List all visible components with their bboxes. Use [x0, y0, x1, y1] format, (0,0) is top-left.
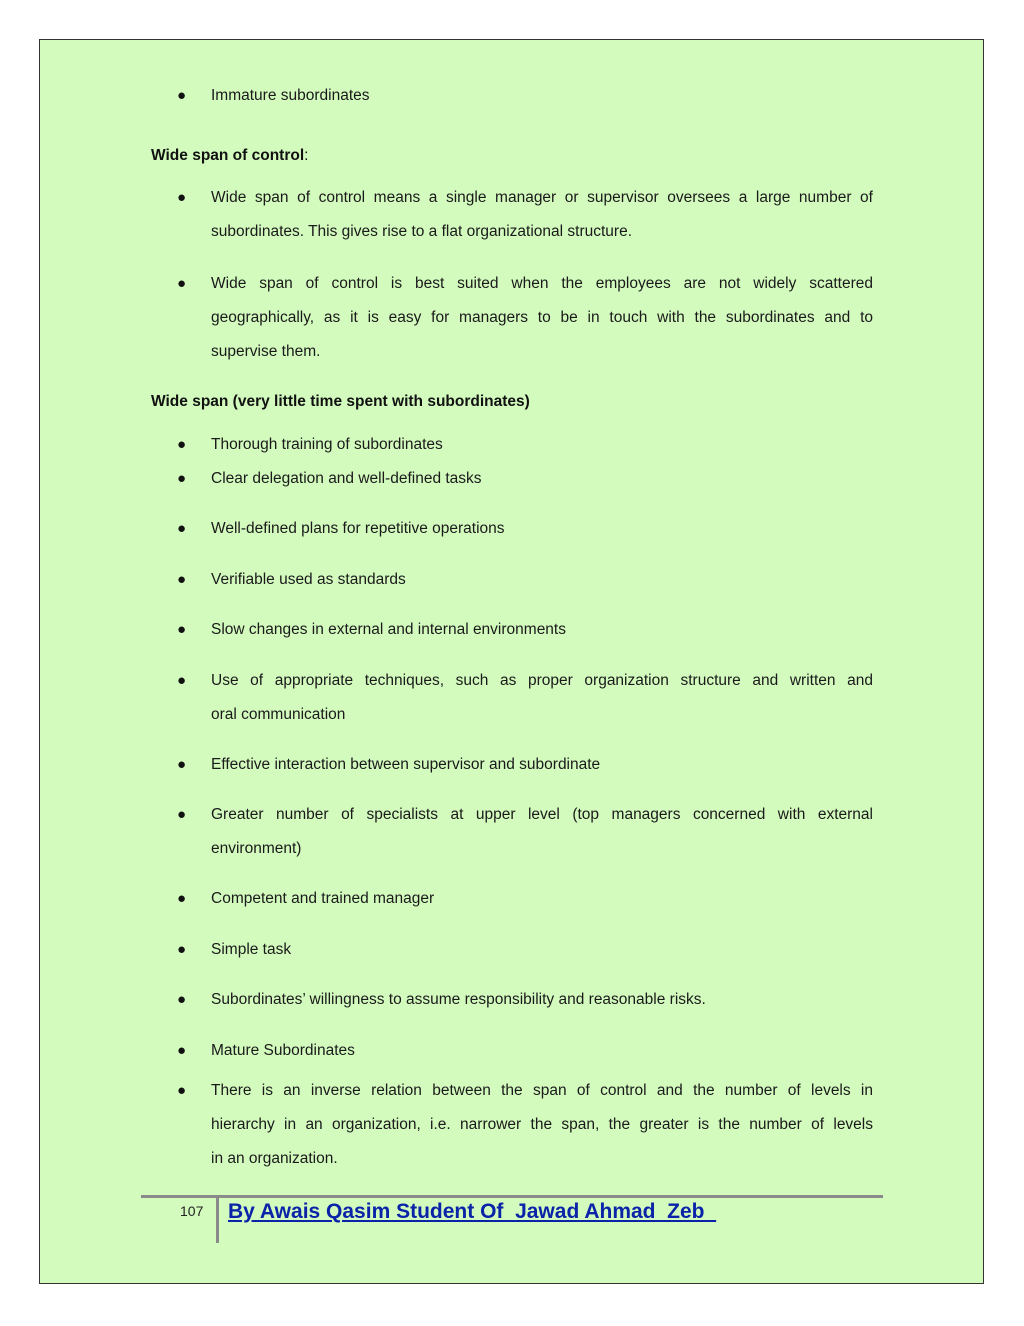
list-item-text: subordinates. This gives rise to a flat organizational structure.: [211, 223, 633, 240]
list-item: [211, 990, 873, 1024]
list-item-text: Use of appropriate techniques, such as proper organization structure and written and: [211, 672, 873, 689]
list-item-text: Thorough training of subordinates: [211, 436, 443, 453]
list-item-text: supervise them.: [211, 343, 321, 360]
bullet-icon: ●: [177, 756, 187, 773]
section-heading-wide-span: [151, 392, 530, 412]
bullet-icon: ●: [177, 806, 187, 823]
bullet-icon: ●: [177, 436, 187, 453]
footer-vertical-divider: [216, 1198, 219, 1243]
list-item: [211, 86, 873, 120]
list-item-text: Competent and trained manager: [211, 890, 435, 907]
document-page: [39, 39, 984, 1284]
heading-bold-text: Wide span of control: [151, 147, 305, 164]
bullet-icon: ●: [177, 520, 187, 537]
bullet-icon: ●: [177, 890, 187, 907]
bullet-icon: ●: [177, 1082, 187, 1099]
bullet-icon: ●: [177, 87, 187, 104]
list-item: [211, 1081, 873, 1183]
bullet-icon: ●: [177, 991, 187, 1008]
list-item-text: in an organization.: [211, 1150, 338, 1167]
list-item: [211, 805, 873, 873]
bullet-icon: ●: [177, 941, 187, 958]
list-item-text: environment): [211, 840, 302, 857]
list-item: [211, 469, 873, 503]
list-item: [211, 671, 873, 739]
list-item-text: Greater number of specialists at upper level (top managers concerned with external: [211, 806, 873, 823]
list-item: [211, 1041, 873, 1075]
bullet-icon: ●: [177, 672, 187, 689]
list-item-text: geographically, as it is easy for managers to be in touch with the subordinates and to: [211, 309, 873, 326]
bullet-icon: ●: [177, 571, 187, 588]
list-item: [211, 519, 873, 553]
list-item: [211, 570, 873, 604]
footer-author-text: By Awais Qasim Student Of Jawad Ahmad Zeb: [228, 1200, 717, 1223]
list-item-text: Verifiable used as standards: [211, 571, 406, 588]
list-item: [211, 889, 873, 923]
list-item-text: Wide span of control is best suited when the employees are not widely scattered: [211, 275, 873, 292]
bullet-icon: ●: [177, 189, 187, 206]
list-item-text: Clear delegation and well-defined tasks: [211, 470, 482, 487]
list-item-text: Simple task: [211, 941, 292, 958]
list-item: [211, 274, 873, 376]
bullet-icon: ●: [177, 470, 187, 487]
list-item: [211, 188, 873, 256]
section-heading-wide-span-of-control: [151, 146, 308, 166]
heading-bold-text: Wide span (very little time spent with subordinates): [151, 393, 530, 410]
list-item-text: Mature Subordinates: [211, 1042, 355, 1059]
list-item-text: Wide span of control means a single manager or supervisor oversees a large number of: [211, 189, 873, 206]
bullet-icon: ●: [177, 275, 187, 292]
list-item-text: oral communication: [211, 706, 346, 723]
list-item: [211, 755, 873, 789]
list-item-text: Slow changes in external and internal environments: [211, 621, 566, 638]
page-number: 107: [180, 1203, 204, 1219]
list-item-text: Well-defined plans for repetitive operations: [211, 520, 505, 537]
footer-divider: [141, 1195, 883, 1198]
list-item: [211, 940, 873, 974]
list-item: [211, 435, 873, 469]
list-item-text: Subordinates’ willingness to assume responsibility and reasonable risks.: [211, 991, 706, 1008]
bullet-icon: ●: [177, 621, 187, 638]
list-item-text: hierarchy in an organization, i.e. narrower the span, the greater is the number of levels: [211, 1116, 873, 1133]
list-item-text: Immature subordinates: [211, 87, 370, 104]
bullet-icon: ●: [177, 1042, 187, 1059]
heading-suffix: :: [304, 147, 309, 164]
list-item: [211, 620, 873, 654]
list-item-text: Effective interaction between supervisor and subordinate: [211, 756, 601, 773]
list-item-text: There is an inverse relation between the span of control and the number of levels in: [211, 1082, 873, 1099]
